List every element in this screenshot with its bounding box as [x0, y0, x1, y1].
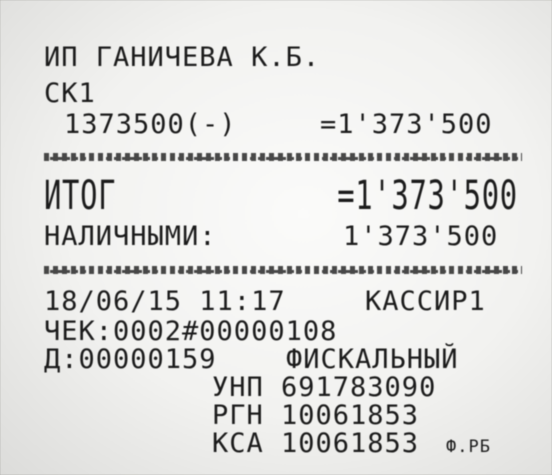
unp-line: УНП 691783090 — [212, 372, 437, 403]
total-amount: =1'373'500 — [337, 173, 518, 219]
cash-label: НАЛИЧНЫМИ: — [44, 221, 217, 252]
ksa-suffix: Ф.РБ — [446, 437, 491, 457]
datetime: 18/06/15 11:17 — [44, 286, 286, 317]
cashier-label: КАССИР1 — [365, 286, 486, 317]
item-line: 1373500(-) — [64, 109, 237, 140]
ksa-line: КСА 10061853 — [212, 428, 420, 459]
cash-amount: 1'373'500 — [343, 221, 499, 252]
rgn-line: РГН 10061853 — [212, 400, 420, 431]
separator-top — [44, 153, 522, 161]
fiscal-label: ФИСКАЛЬНЫЙ — [286, 344, 459, 375]
document-number: Д:00000159 — [44, 344, 217, 375]
check-number: ЧЕК:0002#00000108 — [44, 316, 338, 347]
separator-bottom — [44, 266, 522, 274]
item-amount: =1'373'500 — [320, 109, 493, 140]
merchant-name: ИП ГАНИЧЕВА К.Б. — [44, 42, 321, 73]
department-label: СК1 — [44, 78, 96, 109]
total-label: ИТОГ — [44, 173, 117, 219]
